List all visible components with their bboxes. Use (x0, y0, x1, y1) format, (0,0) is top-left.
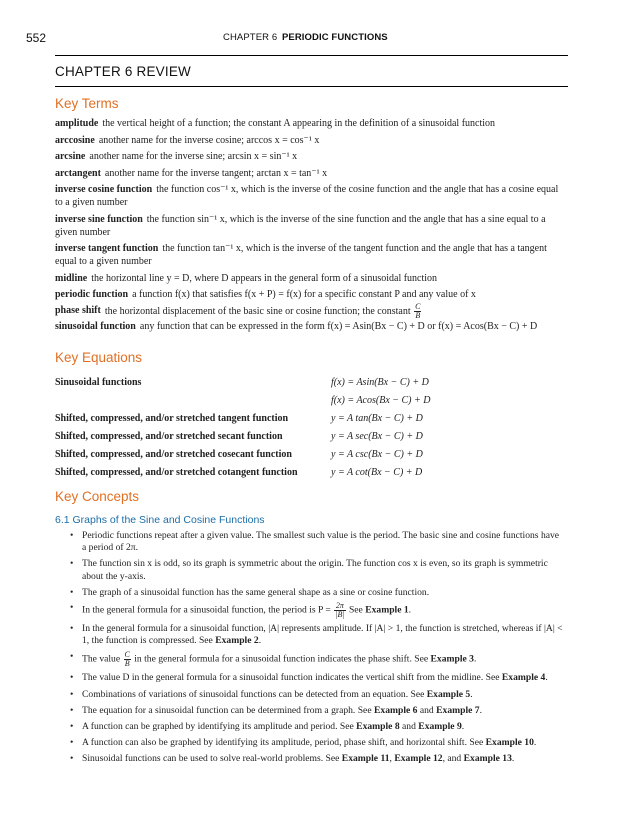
fraction-numerator: 2π (335, 601, 344, 611)
term-definition: the horizontal displacement of the basic sine or cosine function; the constant (104, 305, 411, 317)
fraction (414, 303, 421, 320)
term-name: midline (55, 272, 88, 284)
equation-row (55, 373, 568, 391)
term-name: amplitude (55, 118, 99, 129)
term-name: inverse sine function (55, 213, 143, 225)
sentence-end: . (545, 672, 548, 684)
concept-text: The value (82, 654, 121, 666)
sentence-end: . (258, 635, 262, 647)
example-reference: Example 3 (430, 654, 474, 666)
term-name: arctangent (55, 167, 101, 179)
term-name: phase shift (55, 305, 101, 317)
example-reference: Example 2 (215, 635, 259, 647)
equation-row (55, 445, 568, 463)
equation-row (55, 427, 568, 445)
sentence-end: . (533, 737, 537, 749)
list-item (70, 623, 565, 647)
term-definition: the function sin⁻¹ x, which is the inverse of the sine function and the angle that has a sine equal to a given number (55, 213, 546, 238)
term-name: periodic function (55, 289, 129, 300)
key-equations-heading: Key Equations (55, 350, 143, 365)
list-item (70, 602, 565, 619)
concept-text-after: See (348, 604, 363, 616)
term-definition: another name for the inverse tangent; arctan x = tan⁻¹ x (104, 167, 328, 179)
term-definition: another name for the inverse sine; arcsin x = sin⁻¹ x (89, 151, 298, 162)
equation-value: y = A cot(Bx − C) + D (331, 466, 423, 478)
equation-value: y = A sec(Bx − C) + D (331, 430, 423, 442)
term-item (55, 320, 568, 333)
term-item (55, 183, 568, 209)
list-item (70, 737, 565, 749)
term-name: sinusoidal function (55, 321, 136, 332)
term-item (55, 242, 568, 268)
example-reference: Example 6 (374, 704, 418, 716)
fraction-denominator: B (124, 659, 130, 669)
key-equations-table (55, 373, 568, 481)
running-head-chapter: CHAPTER 6 (223, 32, 278, 43)
running-head-section: PERIODIC FUNCTIONS (281, 32, 388, 43)
term-item (55, 134, 568, 147)
equation-label: Shifted, compressed, and/or stretched tangent function (55, 412, 289, 424)
fraction-denominator: |B| (335, 610, 345, 620)
concept-text: The function sin x is odd, so its graph is symmetric about the origin. The function cos x is even, so its graph is symmetric about the y-axis. (82, 558, 548, 582)
term-item (55, 272, 568, 285)
list-item (70, 558, 565, 582)
sentence-end: . (511, 753, 515, 765)
list-item (70, 689, 565, 701)
term-definition: another name for the inverse cosine; arccos x = cos⁻¹ x (98, 134, 320, 146)
key-terms-heading: Key Terms (55, 96, 119, 111)
concept-text: In the general formula for a sinusoidal function, |A| represents amplitude. If |A| > 1, the function is stretched, whereas if |A| < 1, the function is compressed. See (82, 623, 563, 647)
running-head (223, 32, 388, 43)
sentence-end: . (479, 704, 482, 716)
concept-text: The equation for a sinusoidal function can be determined from a graph. See (82, 704, 372, 716)
equation-value: y = A csc(Bx − C) + D (331, 448, 423, 460)
key-concepts-list (70, 530, 565, 770)
sentence-end: . (408, 604, 412, 616)
key-concepts-heading: Key Concepts (55, 489, 140, 504)
example-reference: Example 5 (426, 688, 471, 700)
example-reference: Example 9 (418, 721, 462, 733)
term-definition: a function f(x) that satisfies f(x + P) = f(x) for a specific constant P and any value of x (132, 289, 476, 300)
equation-row (55, 463, 568, 481)
term-name: inverse tangent function (55, 243, 159, 254)
term-definition: the function cos⁻¹ x, which is the inverse of the cosine function and the angle that has a cosine equal to a given number (55, 184, 559, 208)
concept-text: A function can be graphed by identifying its amplitude and period. See (82, 721, 354, 733)
fraction (334, 602, 345, 619)
equation-row (55, 409, 568, 427)
list-item (70, 705, 565, 717)
list-item (70, 530, 565, 554)
equation-label: Shifted, compressed, and/or stretched cosecant function (55, 448, 292, 460)
term-item (55, 303, 568, 320)
example-reference: Example 10 (485, 737, 534, 749)
example-reference: Example 13 (463, 753, 512, 765)
equation-label: Sinusoidal functions (55, 376, 142, 388)
separator: , (389, 753, 392, 765)
equation-value: y = A tan(Bx − C) + D (331, 412, 423, 424)
conjunction: , and (442, 753, 462, 765)
example-reference: Example 12 (394, 753, 443, 765)
subsection-heading: 6.1 Graphs of the Sine and Cosine Functions (55, 514, 265, 526)
example-reference: Example 11 (341, 753, 390, 765)
fraction-numerator: C (415, 301, 421, 311)
example-reference: Example 8 (356, 721, 400, 733)
list-item (70, 651, 565, 668)
sentence-end: . (473, 654, 477, 666)
list-item (70, 587, 565, 599)
concept-text-after: in the general formula for a sinusoidal function indicates the phase shift. See (134, 654, 429, 666)
concept-text: Combinations of variations of sinusoidal functions can be detected from an equation. See (82, 688, 425, 700)
concept-text: Sinusoidal functions can be used to solve real-world problems. See (82, 753, 340, 765)
term-definition: the horizontal line y = D, where D appears in the general form of a sinusoidal function (91, 272, 438, 284)
term-definition: the function tan⁻¹ x, which is the inverse of the tangent function and the angle that has a tangent equal to a given number (55, 243, 547, 267)
term-item (55, 150, 568, 163)
fraction-numerator: C (124, 650, 130, 660)
concept-text: Periodic functions repeat after a given value. The smallest such value is the period. The basic sine and cosine functions have a period of 2π. (82, 530, 560, 554)
concept-text: The value D in the general formula for a sinusoidal function indicates the vertical shift from the midline. See (82, 672, 500, 684)
banner-bottom-rule (55, 86, 568, 87)
term-definition: any function that can be expressed in the form f(x) = Asin(Bx − C) + D or f(x) = Acos(Bx − C) + D (139, 321, 538, 332)
term-name: arccosine (55, 134, 95, 146)
concept-text: The graph of a sinusoidal function has the same general shape as a sine or cosine function. (82, 586, 430, 598)
example-reference: Example 7 (436, 704, 480, 716)
equation-label: Shifted, compressed, and/or stretched cotangent function (55, 466, 298, 478)
term-item (55, 117, 568, 130)
list-item (70, 721, 565, 733)
term-name: arcsine (55, 151, 86, 162)
term-item (55, 213, 568, 239)
example-reference: Example 1 (365, 604, 409, 616)
conjunction: and (419, 704, 434, 716)
sentence-end: . (470, 688, 473, 700)
equation-row (55, 391, 568, 409)
concept-text: In the general formula for a sinusoidal function, the period is P = (82, 604, 331, 616)
sentence-end: . (461, 721, 465, 733)
term-name: inverse cosine function (55, 184, 153, 195)
key-terms-list (55, 117, 568, 337)
chapter-review-title: CHAPTER 6 REVIEW (55, 64, 191, 79)
fraction (124, 651, 131, 668)
concept-text: A function can also be graphed by identifying its amplitude, period, phase shift, and horizontal shift. See (82, 737, 484, 749)
term-definition: the vertical height of a function; the constant A appearing in the definition of a sinusoidal function (102, 118, 496, 129)
term-item (55, 288, 568, 301)
conjunction: and (402, 721, 416, 733)
chapter-review-banner (55, 55, 568, 87)
term-item (55, 167, 568, 180)
list-item (70, 753, 565, 765)
page-number: 552 (26, 31, 47, 45)
equation-value: f(x) = Acos(Bx − C) + D (331, 394, 431, 406)
fraction-denominator: B (415, 310, 421, 320)
equation-value: f(x) = Asin(Bx − C) + D (331, 376, 429, 388)
example-reference: Example 4 (501, 672, 546, 684)
list-item (70, 672, 565, 684)
equation-label: Shifted, compressed, and/or stretched secant function (55, 430, 283, 442)
